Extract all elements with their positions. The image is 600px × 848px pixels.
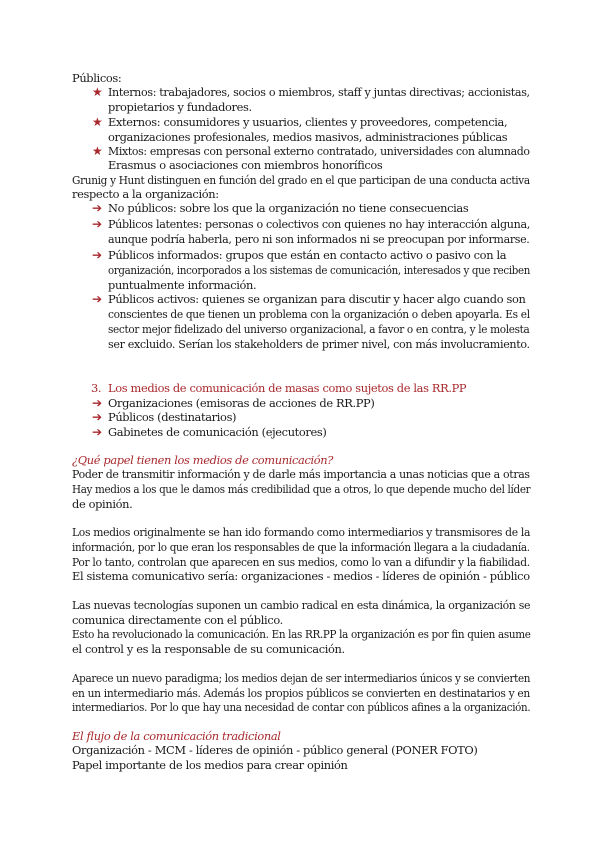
paragraph-line: Hay medios a los que le damos más credibilidad que a otros, lo que depende mucho del líder	[72, 482, 531, 496]
list-item-line: Organizaciones (emisoras de acciones de RR.PP)	[108, 396, 375, 410]
paragraph-line: Organización - MCM - líderes de opinión - público general (PONER FOTO)	[72, 743, 478, 757]
list-item-line: ser excluido. Serían los stakeholders de primer nivel, con más involucramiento.	[108, 337, 530, 351]
arrow-bullet-icon: ➔	[92, 201, 103, 215]
paragraph-line: Esto ha revolucionado la comunicación. En las RR.PP la organización es por fin quien asume	[72, 627, 531, 641]
paragraph-line: Poder de transmitir información y de darle más importancia a unas noticias que a otras	[72, 467, 530, 481]
paragraph-line: comunica directamente con el público.	[72, 613, 283, 627]
list-item-line: Públicos informados: grupos que están en contacto activo o pasivo con la	[108, 248, 507, 262]
publicos-label: Públicos:	[72, 71, 122, 85]
list-item-line: Externos: consumidores y usuarios, clientes y proveedores, competencia,	[108, 115, 508, 129]
subheading: El flujo de la comunicación tradicional	[72, 729, 281, 743]
list-item-line: organizaciones profesionales, medios masivos, administraciones públicas	[108, 130, 508, 144]
star-bullet-icon: ★	[92, 85, 103, 99]
star-bullet-icon: ★	[92, 115, 103, 129]
list-item-line: Públicos latentes: personas o colectivos con quienes no hay interacción alguna,	[108, 217, 530, 231]
arrow-bullet-icon: ➔	[92, 248, 103, 262]
star-bullet-icon: ★	[92, 144, 103, 158]
paragraph-line: Las nuevas tecnologías suponen un cambio radical en esta dinámica, la organización se	[72, 598, 531, 612]
list-item-line: sector mejor fidelizado del universo organizacional, a favor o en contra, y le molesta	[108, 322, 530, 336]
section-heading: Los medios de comunicación de masas como sujetos de las RR.PP	[108, 381, 467, 395]
list-item-line: No públicos: sobre los que la organización no tiene consecuencias	[108, 201, 469, 215]
list-item-line: Erasmus o asociaciones con miembros honoríficos	[108, 158, 383, 172]
paragraph-line: en un intermediario más. Además los propios públicos se convierten en destinatarios y en	[72, 686, 530, 700]
paragraph-line: respecto a la organización:	[72, 187, 219, 201]
paragraph-line: intermediarios. Por lo que hay una necesidad de contar con públicos afines a la organización.	[72, 700, 531, 714]
list-item-line: Públicos (destinatarios)	[108, 410, 237, 424]
list-item-line: puntualmente información.	[108, 278, 257, 292]
list-item-line: organización, incorporados a los sistemas de comunicación, interesados y que reciben	[108, 263, 531, 277]
paragraph-line: Los medios originalmente se han ido formando como intermediarios y transmisores de la	[72, 525, 531, 539]
arrow-bullet-icon: ➔	[92, 217, 103, 231]
arrow-bullet-icon: ➔	[92, 292, 103, 306]
section-number: 3.	[91, 381, 102, 395]
arrow-bullet-icon: ➔	[92, 396, 103, 410]
subheading: ¿Qué papel tienen los medios de comunicación?	[72, 453, 334, 467]
paragraph-line: Papel importante de los medios para crear opinión	[72, 758, 348, 772]
list-item-line: Públicos activos: quienes se organizan para discutir y hacer algo cuando son	[108, 292, 526, 306]
paragraph-line: El sistema comunicativo sería: organizaciones - medios - líderes de opinión - público	[72, 569, 530, 583]
paragraph-line: Por lo tanto, controlan que aparecen en sus medios, como lo van a difundir y la fiabilidad.	[72, 555, 530, 569]
paragraph-line: Aparece un nuevo paradigma; los medios dejan de ser intermediarios únicos y se convierten	[72, 671, 531, 685]
arrow-bullet-icon: ➔	[92, 425, 103, 439]
list-item-line: Gabinetes de comunicación (ejecutores)	[108, 425, 327, 439]
arrow-bullet-icon: ➔	[92, 410, 103, 424]
paragraph-line: el control y es la responsable de su comunicación.	[72, 642, 345, 656]
list-item-line: Internos: trabajadores, socios o miembros, staff y juntas directivas; accionistas,	[108, 85, 530, 99]
paragraph-line: de opinión.	[72, 497, 133, 511]
paragraph-line: información, por lo que eran los responsables de que la información llegara a la ciudadanía.	[72, 540, 530, 554]
list-item-line: propietarios y fundadores.	[108, 100, 252, 114]
paragraph-line: Grunig y Hunt distinguen en función del grado en el que participan de una conducta activa	[72, 173, 530, 187]
list-item-line: conscientes de que tienen un problema con la organización o deben apoyarla. Es el	[108, 307, 530, 321]
list-item-line: aunque podría haberla, pero ni son informados ni se preocupan por informarse.	[108, 232, 530, 246]
list-item-line: Mixtos: empresas con personal externo contratado, universidades con alumnado	[108, 144, 530, 158]
